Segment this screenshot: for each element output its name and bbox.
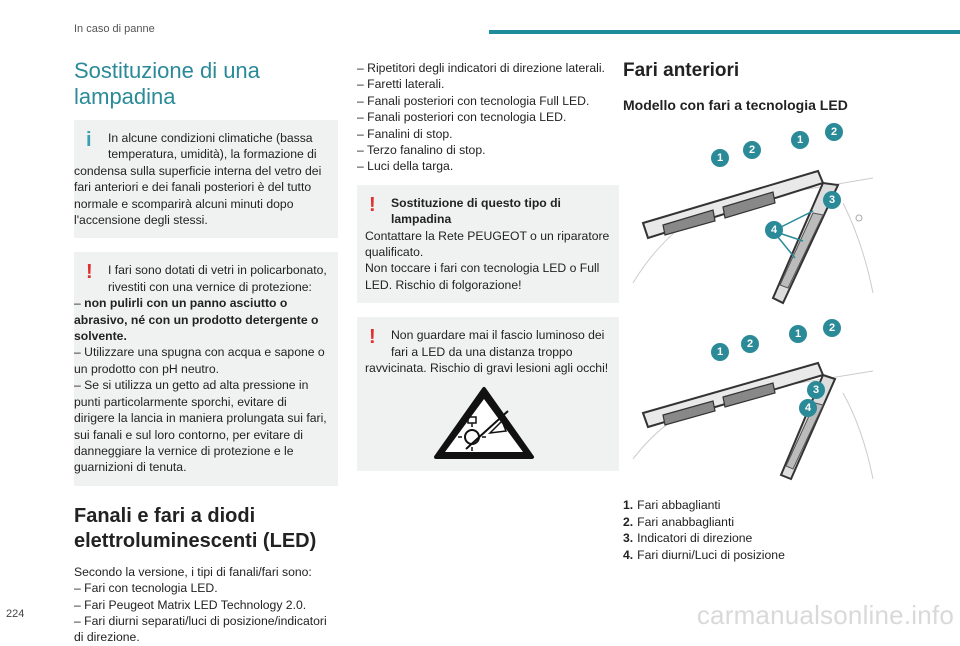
callout-3: 3 [823,191,841,209]
headlight-figure-bottom [623,319,881,489]
subsection-title-led-model: Modello con fari a tecnologia LED [623,97,848,113]
warning-box-text: Contattare la Rete PEUGEOT o un riparatore qualificato. [365,228,610,260]
warning-box-first-line: Non guardare mai il fascio luminoso dei fari a LED da una distanza troppo [391,328,605,359]
legend-item: 3. Indicatori di direzione [623,531,753,546]
callout-1: 1 [711,149,729,167]
warning-box-first-line: I fari sono dotati di vetri in policarbonato, rivestiti con una vernice di protezione: [108,263,327,294]
callout-4: 4 [765,221,783,239]
callout-2: 2 [823,319,841,337]
warning-bullet: – Se si utilizza un getto ad alta pressione in punti particolarmente sporchi, evitare di dirigere la lancia in maniera prolungata sui fari, sui fanali e sul loro contorno, per evitare di danneggiare la vernice di protezione e le guarnizioni di tenuta. [74,378,327,475]
headlight-figure-top [623,123,881,313]
led-intro: Secondo la versione, i tipi di fanali/fari sono: [74,564,312,579]
warning-triangle-icon [432,385,536,461]
legend-item: 4. Fari diurni/Luci di posizione [623,547,785,562]
column-1 [74,50,338,646]
page-number: 224 [6,608,25,620]
warning-bullet: – non pulirli con un panno asciutto o abrasivo, né con un prodotto detergente o solvente. [74,296,319,344]
warning-icon: ! [369,193,376,216]
warning-icon: ! [369,326,376,349]
warning-box-polycarbonate [74,252,338,485]
led-list-item: – Fari diurni separati/luci di posizione/indicatori di direzione. [74,613,327,645]
lamp-list-item: – Fanalini di stop. [357,126,453,141]
watermark: carmanualsonline.info [696,600,954,630]
callout-1: 1 [789,325,807,343]
info-box-condensation [74,120,338,238]
info-icon: i [86,129,92,151]
warning-box-text: Non toccare i fari con tecnologia LED o Full LED. Rischio di folgorazione! [365,261,600,292]
warning-box-title: Sostituzione di questo tipo di lampadina [391,195,561,227]
header-accent-bar [489,30,960,34]
lamp-list-item: – Ripetitori degli indicatori di direzione laterali. [357,61,605,75]
section-title-led: Fanali e fari a diodi elettroluminescenti (LED) [74,504,317,552]
running-header: In caso di panne [74,23,155,35]
legend-item: 1. Fari abbaglianti [623,498,721,513]
warning-icon: ! [86,261,93,284]
lamp-list-item: – Fanali posteriori con tecnologia Full LED. [357,93,590,108]
callout-4: 4 [799,399,817,417]
column-2 [357,60,619,485]
column-3 [623,50,903,563]
callout-2: 2 [825,123,843,141]
callout-2: 2 [743,141,761,159]
lamp-list-item: – Faretti laterali. [357,77,445,92]
info-box-text: condensa sulla superficie interna del vetro dei fari anteriori e dei fanali posteriori è del tutto normale e scomparirà alcuni minuti dopo l'accensione degli stessi. [74,163,322,228]
callout-2: 2 [741,335,759,353]
led-list-item: – Fari con tecnologia LED. [74,581,218,596]
lamp-list-item: – Terzo fanalino di stop. [357,143,486,158]
warning-bullet: – Utilizzare una spugna con acqua e sapone o un prodotto con pH neutro. [74,345,325,376]
warning-box-led-beam [357,317,619,470]
callout-1: 1 [711,343,729,361]
section-title-front-lights: Fari anteriori [623,60,740,81]
figure-legend [623,497,903,563]
warning-box-led-replacement [357,185,619,303]
lamp-list-item: – Fanali posteriori con tecnologia LED. [357,110,567,125]
callout-1: 1 [791,131,809,149]
warning-box-text: ravvicinata. Rischio di gravi lesioni agli occhi! [365,361,609,376]
lamp-list-item: – Luci della targa. [357,159,454,174]
callout-3: 3 [807,381,825,399]
section-title-bulb-replacement: Sostituzione di una lampadina [74,58,260,109]
info-box-first-line: In alcune condizioni climatiche (bassa temperatura, umidità), la formazione di [108,131,317,162]
no-look-symbol [357,385,611,461]
led-list-item: – Fari Peugeot Matrix LED Technology 2.0. [74,597,307,612]
legend-item: 2. Fari anabbaglianti [623,514,735,529]
